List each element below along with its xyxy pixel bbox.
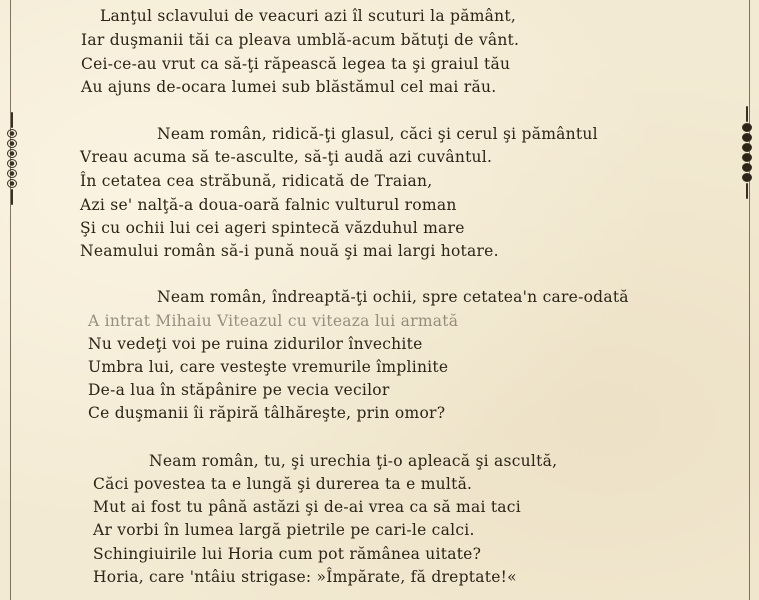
poem-line: De-a lua în stăpânire pe vecia vecilor (88, 381, 390, 399)
poem-line: Ar vorbi în lumea largă pietrile pe cari-le calci. (93, 521, 475, 539)
poem-line: Schingiuirile lui Horia cum pot rămânea uitate? (93, 545, 482, 563)
poem-line: Neamului român să-i pună nouă şi mai largi hotare. (80, 242, 499, 260)
poem-line: Lanţul sclavului de veacuri azi îl scuturi la pământ, (100, 7, 517, 25)
poem-line: Umbra lui, care vesteşte vremurile împlinite (88, 358, 449, 376)
poem-line: În cetatea cea străbună, ridicată de Traian, (80, 172, 433, 190)
poem-line: Şi cu ochii lui cei ageri spintecă văzduhul mare (80, 219, 465, 237)
poem-line: Neam român, îndreaptă-ţi ochii, spre cetatea'n care-odată (157, 288, 629, 306)
poem-line: Neam român, tu, şi urechia ţi-o apleacă şi ascultă, (149, 452, 558, 470)
poem-line: Căci povestea ta e lungă şi durerea ta e multă. (93, 475, 473, 493)
poem-line: Nu vedeţi voi pe ruina zidurilor învechite (88, 335, 423, 353)
poem-line: Neam român, ridică-ţi glasul, căci şi cerul şi pământul (157, 125, 598, 143)
poem-line: Au ajuns de-ocara lumei sub blăstămul cel mai rău. (81, 78, 497, 96)
poem-line: Ce duşmanii îi răpiră tâlhăreşte, prin omor? (88, 404, 446, 422)
poem-line: Cei-ce-au vrut ca să-ţi răpească legea ta şi graiul tău (81, 55, 511, 73)
poem-line: Iar duşmanii tăi ca pleava umblă-acum bătuţi de vânt. (81, 31, 520, 49)
poem-line: Azi se' nalţă-a doua-oară falnic vulturul roman (80, 196, 457, 214)
poem-line: Mut ai fost tu până astăzi şi de-ai vrea ca să mai taci (93, 498, 521, 516)
poem-line: Horia, care 'ntâiu strigase: »Împărate, fă dreptate!« (93, 568, 517, 586)
poem-line: Vreau acuma să te-asculte, să-ţi audă azi cuvântul. (80, 148, 493, 166)
poem-line: A intrat Mihaiu Viteazul cu viteaza lui armată (88, 312, 459, 330)
